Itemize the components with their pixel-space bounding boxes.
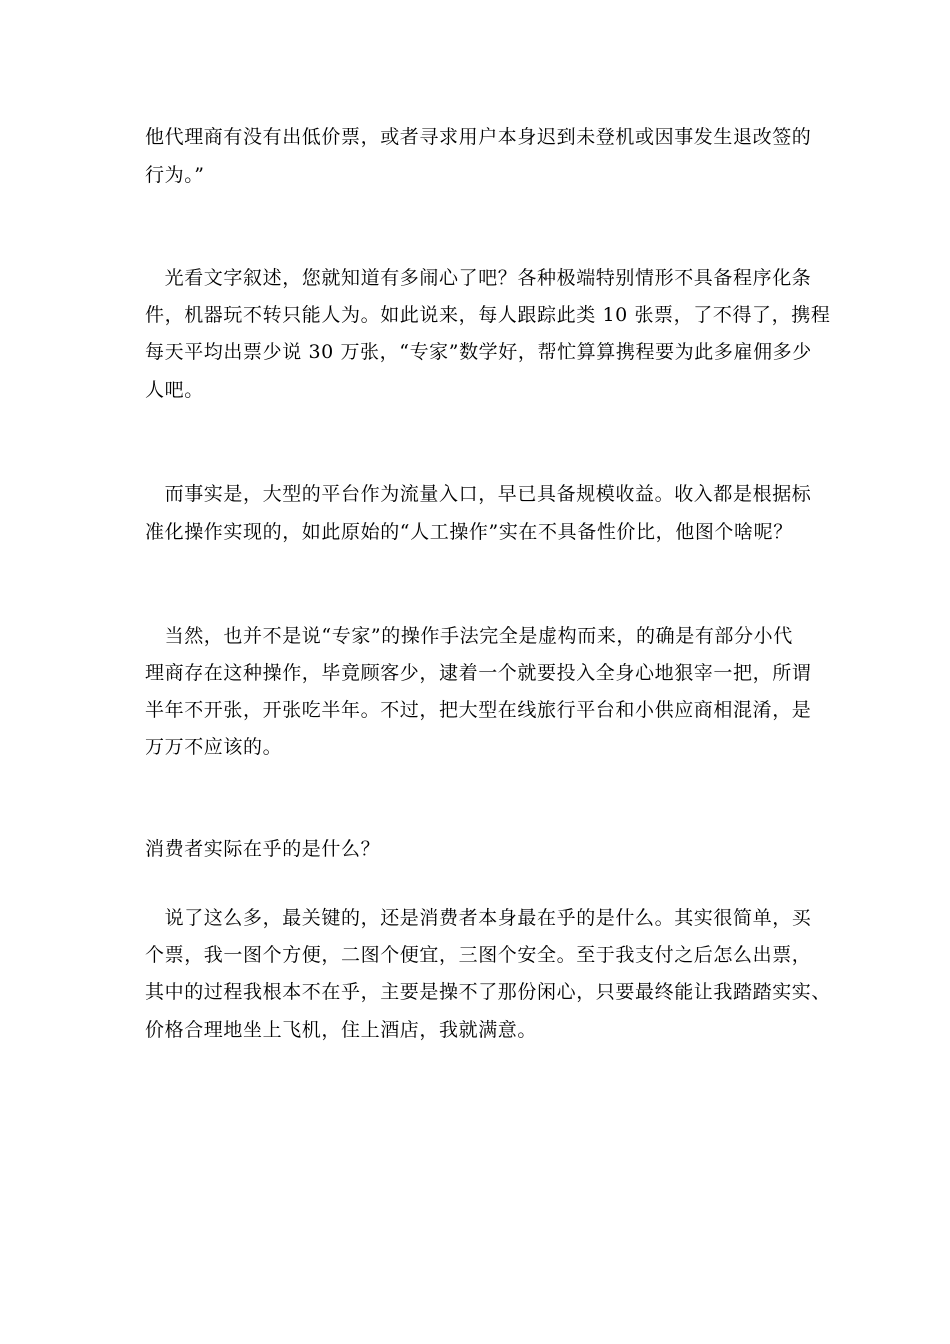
paragraph-4-line-2: 理商存在这种操作，毕竟顾客少，逮着一个就要投入全身心地狠宰一把，所谓 bbox=[145, 662, 812, 684]
paragraph-5-line-2: 个票，我一图个方便，二图个便宜，三图个安全。至于我支付之后怎么出票， bbox=[145, 944, 812, 966]
paragraph-1-line-2: 行为。” bbox=[145, 164, 205, 186]
section-heading: 消费者实际在乎的是什么？ bbox=[145, 838, 381, 860]
paragraph-2-line-3: 每天平均出票少说 30 万张，“专家”数学好，帮忙算算携程要为此多雇佣多少 bbox=[145, 341, 812, 363]
paragraph-4-line-1: 当然，也并不是说“专家”的操作手法完全是虚构而来，的确是有部分小代 bbox=[145, 625, 793, 647]
paragraph-5-line-4: 价格合理地坐上飞机，住上酒店，我就满意。 bbox=[145, 1019, 538, 1041]
paragraph-3-line-1: 而事实是，大型的平台作为流量入口，早已具备规模收益。收入都是根据标 bbox=[145, 483, 812, 505]
paragraph-5-line-1: 说了这么多，最关键的，还是消费者本身最在乎的是什么。其实很简单，买 bbox=[145, 907, 812, 929]
paragraph-2-line-4: 人吧。 bbox=[145, 379, 204, 401]
paragraph-4-line-3: 半年不开张，开张吃半年。不过，把大型在线旅行平台和小供应商相混淆，是 bbox=[145, 699, 812, 721]
paragraph-1-line-1: 他代理商有没有出低价票，或者寻求用户本身迟到未登机或因事发生退改签的 bbox=[145, 126, 812, 148]
paragraph-2-line-2: 件，机器玩不转只能人为。如此说来，每人跟踪此类 10 张票，了不得了，携程 bbox=[145, 304, 831, 326]
paragraph-5-line-3: 其中的过程我根本不在乎，主要是操不了那份闲心，只要最终能让我踏踏实实、 bbox=[145, 981, 832, 1003]
paragraph-3-line-2: 准化操作实现的，如此原始的“人工操作”实在不具备性价比，他图个啥呢？ bbox=[145, 521, 793, 543]
paragraph-4-line-4: 万万不应该的。 bbox=[145, 736, 283, 758]
paragraph-2-line-1: 光看文字叙述，您就知道有多闹心了吧？各种极端特别情形不具备程序化条 bbox=[145, 267, 812, 289]
